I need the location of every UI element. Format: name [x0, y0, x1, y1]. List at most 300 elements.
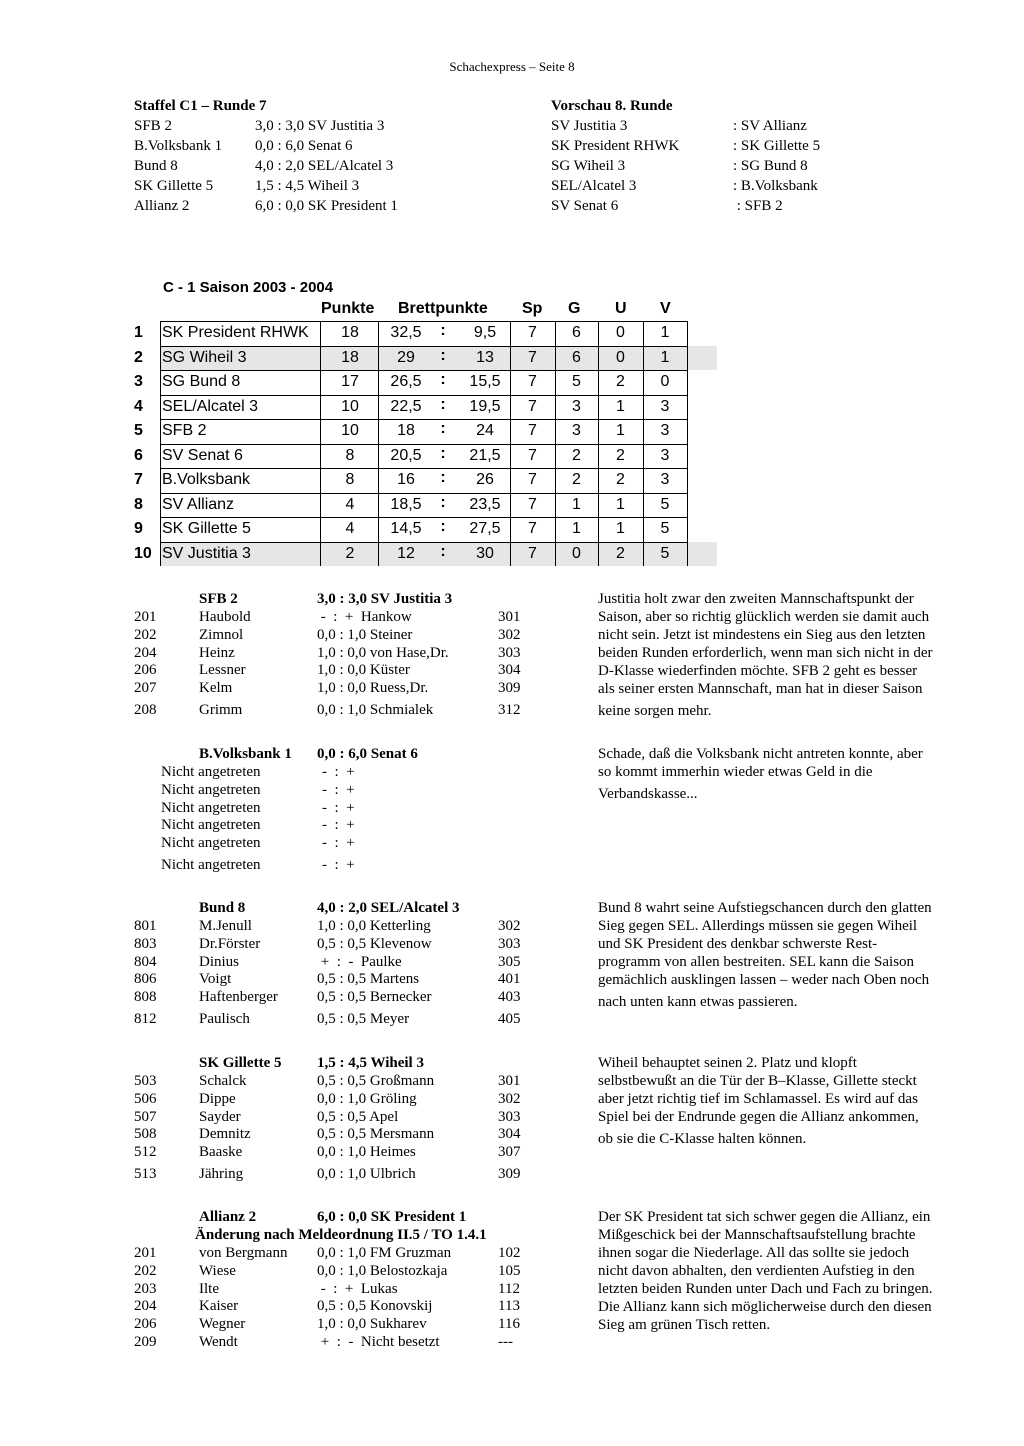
header-u: U	[615, 300, 627, 317]
game-comment-line: ihnen sogar die Niederlage. All das sollte sie jedoch	[598, 1245, 910, 1261]
board-opponent-number: 303	[498, 935, 521, 952]
rank: 9	[134, 520, 143, 537]
board-opponent-number: 403	[498, 989, 521, 1006]
col-divider	[687, 321, 688, 566]
row-divider	[160, 444, 687, 445]
bp-against: 19,5	[469, 397, 501, 415]
board-result: 0,0 : 1,0 Gröling	[317, 1090, 417, 1107]
board-opponent-number: 105	[498, 1262, 521, 1279]
board-player: Kaiser	[199, 1298, 239, 1315]
board-number: 503	[134, 1073, 157, 1089]
board-opponent-number: 301	[498, 609, 521, 625]
game-comment-line: Justitia holt zwar den zweiten Mannschaftspunkt der	[598, 591, 914, 607]
bp-colon: :	[440, 542, 446, 560]
game-score: 1,5 : 4,5 Wiheil 3	[317, 1055, 424, 1071]
u: 0	[616, 324, 625, 341]
board-result: 0,0 : 1,0 Belostozkaja	[317, 1262, 448, 1279]
preview-home-team: SV Justitia 3	[551, 118, 628, 134]
game-comment-line: nach unten kann etwas passieren.	[598, 994, 798, 1010]
board-number: 803	[134, 935, 157, 952]
round-home-team: Bund 8	[134, 158, 178, 174]
preview-title: Vorschau 8. Runde	[551, 98, 673, 114]
preview-away-team: : SG Bund 8	[733, 158, 808, 174]
u: 1	[616, 520, 625, 537]
rank: 10	[134, 544, 152, 562]
game-comment-line: Schade, daß die Volksbank nicht antreten konnte, aber	[598, 746, 923, 762]
game-score: 0,0 : 6,0 Senat 6	[317, 746, 418, 762]
board-result: - : +	[322, 799, 355, 816]
punkte: 18	[341, 348, 359, 366]
preview-home-team: SK President RHWK	[551, 138, 680, 154]
header-punkte: Punkte	[321, 300, 375, 317]
round-home-team: B.Volksbank 1	[134, 138, 223, 154]
bp-for: 18,5	[390, 495, 422, 513]
table-row	[132, 395, 692, 419]
table-row	[132, 517, 692, 541]
u: 0	[616, 348, 625, 366]
game-comment-line: nicht davon abhalten, den verdienten Aufstieg in den	[598, 1263, 915, 1279]
board-player: Zimnol	[199, 626, 244, 643]
bp-for: 26,5	[390, 373, 422, 390]
table-row	[132, 468, 692, 492]
col-divider	[378, 321, 379, 566]
game-comment-line: Bund 8 wahrt seine Aufstiegschancen durch den glatten	[598, 900, 932, 916]
board-result: 0,5 : 0,5 Apel	[317, 1108, 399, 1125]
v: 3	[660, 422, 670, 439]
row-divider	[160, 493, 687, 494]
v: 5	[660, 544, 670, 562]
bp-colon: :	[440, 420, 446, 437]
board-number: 206	[134, 662, 157, 679]
board-opponent-number: 312	[498, 702, 521, 718]
u: 2	[616, 446, 625, 464]
board-result: - : + Hankow	[317, 609, 412, 625]
round-result: 3,0 : 3,0 SV Justitia 3	[255, 118, 385, 134]
board-player: Kelm	[199, 680, 233, 697]
team-name: SG Bund 8	[162, 373, 241, 390]
board-result: 0,5 : 0,5 Meyer	[317, 1011, 410, 1027]
bp-colon: :	[440, 444, 446, 462]
board-player: Schalck	[199, 1073, 247, 1089]
board-result: - : +	[322, 817, 355, 834]
board-opponent-number: 116	[498, 1316, 520, 1333]
board-opponent-number: 305	[498, 953, 521, 970]
game-comment-line: selbstbewußt an die Tür der B–Klasse, Gillette steckt	[598, 1073, 917, 1089]
game-comment-line: beiden Runden erforderlich, wenn man sich nicht in der	[598, 645, 933, 661]
game-comment-line: Der SK President tat sich schwer gegen die Allianz, ein	[598, 1209, 931, 1225]
board-player: Sayder	[199, 1108, 241, 1125]
board-number: 208	[134, 702, 157, 718]
board-player: Paulisch	[199, 1011, 250, 1027]
bp-against: 30	[476, 544, 494, 562]
board-opponent-number: 401	[498, 971, 521, 988]
board-opponent-number: 307	[498, 1144, 521, 1161]
bp-for: 22,5	[390, 397, 422, 415]
preview-away-team: : SV Allianz	[733, 118, 807, 134]
sp: 7	[528, 348, 537, 366]
board-opponent-number: 301	[498, 1073, 521, 1089]
game-team: SFB 2	[199, 591, 238, 607]
bp-colon: :	[440, 371, 446, 388]
rank: 1	[134, 324, 143, 341]
board-result: 0,5 : 0,5 Bernecker	[317, 989, 432, 1006]
board-opponent-number: 304	[498, 662, 521, 679]
board-number: 204	[134, 1298, 157, 1315]
row-divider	[160, 370, 687, 371]
round-result: 1,5 : 4,5 Wiheil 3	[255, 178, 360, 194]
bp-colon: :	[440, 469, 446, 486]
board-number: 203	[134, 1280, 157, 1297]
game-comment-line: Die Allianz kann sich möglicherweise durch den diesen	[598, 1299, 932, 1315]
u: 1	[616, 495, 625, 513]
game-comment-line: Verbandskasse...	[598, 786, 698, 802]
board-number: 201	[134, 609, 157, 625]
game-comment-line: gemächlich ausklingen lassen – weder nach Oben noch	[598, 972, 930, 988]
rank: 4	[134, 397, 143, 415]
game-comment-line: programm von allen bestreiten. SEL kann die Saison	[598, 954, 915, 970]
board-result: 0,0 : 1,0 Steiner	[317, 626, 413, 643]
punkte: 4	[345, 495, 355, 513]
rank: 3	[134, 373, 143, 390]
team-name: SEL/Alcatel 3	[162, 397, 259, 415]
punkte: 2	[345, 544, 355, 562]
g: 2	[572, 471, 581, 488]
game-comment-line: Saison, aber so richtig glücklich werden sie damit auch	[598, 609, 930, 625]
bp-for: 29	[397, 348, 415, 366]
board-opponent-number: 303	[498, 644, 521, 661]
board-result: 0,0 : 1,0 Ulbrich	[317, 1166, 416, 1182]
page-header: Schachexpress – Seite 8	[449, 59, 575, 74]
game-team: Allianz 2	[199, 1209, 257, 1225]
game-score: 6,0 : 0,0 SK President 1	[317, 1209, 467, 1225]
board-result: 0,5 : 0,5 Großmann	[317, 1073, 435, 1089]
punkte: 10	[341, 422, 359, 439]
g: 1	[572, 520, 581, 537]
sp: 7	[528, 397, 537, 415]
game-comment-line: Spiel bei der Endrunde gegen die Allianz ankommen,	[598, 1109, 919, 1125]
board-player: Wegner	[199, 1316, 246, 1333]
round-home-team: Allianz 2	[134, 198, 190, 214]
board-result: - : +	[322, 764, 355, 780]
v: 0	[660, 373, 670, 390]
board-number: 508	[134, 1126, 157, 1143]
board-player: M.Jenull	[199, 918, 252, 934]
row-divider	[160, 468, 687, 469]
bp-against: 9,5	[473, 324, 497, 341]
u: 2	[616, 373, 625, 390]
sp: 7	[528, 495, 537, 513]
v: 3	[660, 397, 670, 415]
board-opponent-number: 112	[498, 1280, 520, 1297]
board-result: 1,0 : 0,0 Ruess,Dr.	[317, 680, 429, 697]
board-number: 206	[134, 1316, 157, 1333]
board-number: 506	[134, 1090, 157, 1107]
board-number: 512	[134, 1144, 157, 1161]
g: 3	[572, 397, 581, 415]
board-number: 209	[134, 1334, 157, 1350]
col-divider	[643, 321, 644, 566]
board-number: 202	[134, 1262, 157, 1279]
board-result: 1,0 : 0,0 Ketterling	[317, 918, 431, 934]
board-player: Nicht angetreten	[161, 799, 261, 816]
punkte: 10	[341, 397, 359, 415]
board-player: Haubold	[199, 609, 251, 625]
board-number: 204	[134, 644, 157, 661]
board-number: 507	[134, 1108, 157, 1125]
board-player: Nicht angetreten	[161, 781, 261, 798]
v: 1	[660, 324, 670, 341]
game-comment-line: und SK President des denkbar schwerste Rest-	[598, 936, 878, 952]
board-result: - : +	[322, 857, 355, 873]
g: 2	[572, 446, 581, 464]
board-opponent-number: 303	[498, 1108, 521, 1125]
bp-against: 26	[476, 471, 494, 488]
g: 6	[572, 324, 581, 341]
team-name: SV Justitia 3	[162, 544, 251, 562]
g: 0	[572, 544, 581, 562]
col-divider	[555, 321, 556, 566]
u: 1	[616, 422, 625, 439]
preview-away-team: : SK Gillette 5	[733, 138, 821, 154]
board-result: 1,0 : 0,0 von Hase,Dr.	[317, 644, 449, 661]
punkte: 18	[341, 324, 359, 341]
board-player: Nicht angetreten	[161, 817, 261, 834]
bp-colon: :	[440, 493, 446, 511]
row-divider	[160, 517, 687, 518]
team-name: SFB 2	[162, 422, 207, 439]
board-player: Dinius	[199, 953, 240, 970]
board-player: Nicht angetreten	[161, 857, 261, 873]
rank: 7	[134, 471, 143, 488]
board-player: Nicht angetreten	[161, 764, 261, 780]
game-team: B.Volksbank 1	[199, 746, 292, 762]
v: 1	[660, 348, 670, 366]
bp-colon: :	[440, 518, 446, 535]
game-comment-line: letzten beiden Runden unter Dach und Fach zu bringen.	[598, 1281, 933, 1297]
board-opponent-number: 302	[498, 918, 521, 934]
bp-for: 14,5	[390, 520, 422, 537]
game-comment-line: aber jetzt richtig tief im Schlamassel. Es wird auf das	[598, 1091, 918, 1107]
col-divider	[160, 321, 161, 566]
u: 2	[616, 544, 625, 562]
punkte: 8	[345, 446, 355, 464]
col-divider	[510, 321, 511, 566]
row-divider	[160, 542, 687, 543]
punkte: 8	[345, 471, 355, 488]
preview-home-team: SV Senat 6	[551, 198, 619, 214]
v: 3	[660, 446, 670, 464]
board-number: 202	[134, 626, 157, 643]
game-comment-line: D-Klasse wiederfinden möchte. SFB 2 geht es besser	[598, 663, 918, 679]
board-player: Dr.Förster	[199, 935, 261, 952]
table-row	[132, 321, 692, 345]
board-player: von Bergmann	[199, 1245, 288, 1261]
board-player: Wendt	[199, 1334, 238, 1350]
board-player: Dippe	[199, 1090, 236, 1107]
row-divider	[160, 419, 687, 420]
game-note: Änderung nach Meldeordnung II.5 / TO 1.4.1	[195, 1227, 487, 1243]
board-result: - : +	[322, 781, 355, 798]
game-comment-line: nicht sein. Jetzt ist mindestens ein Sieg aus den letzten	[598, 627, 926, 643]
board-result: - : +	[322, 835, 355, 852]
board-opponent-number: 302	[498, 626, 521, 643]
bp-for: 20,5	[390, 446, 422, 464]
game-comment-line: als seiner ersten Mannschaft, man hat in dieser Saison	[598, 681, 923, 697]
board-number: 804	[134, 953, 157, 970]
col-divider	[598, 321, 599, 566]
bp-colon: :	[440, 322, 446, 339]
game-team: Bund 8	[199, 900, 246, 916]
sp: 7	[528, 373, 537, 390]
board-player: Grimm	[199, 702, 243, 718]
team-name: SG Wiheil 3	[162, 348, 247, 366]
board-number: 801	[134, 918, 157, 934]
punkte: 4	[345, 520, 355, 537]
sp: 7	[528, 324, 537, 341]
board-result: 1,0 : 0,0 Sukharev	[317, 1316, 427, 1333]
bp-for: 12	[397, 544, 415, 562]
board-number: 201	[134, 1245, 157, 1261]
board-result: 1,0 : 0,0 Küster	[317, 662, 410, 679]
board-player: Wiese	[199, 1262, 236, 1279]
sp: 7	[528, 520, 537, 537]
table-row	[132, 542, 692, 566]
rank: 5	[134, 422, 143, 439]
game-comment-line: keine sorgen mehr.	[598, 703, 712, 719]
board-player: Jähring	[199, 1166, 244, 1182]
board-number: 513	[134, 1166, 157, 1182]
team-name: SV Allianz	[162, 495, 235, 513]
board-number: 806	[134, 971, 157, 988]
table-row	[132, 370, 692, 394]
game-score: 4,0 : 2,0 SEL/Alcatel 3	[317, 900, 460, 916]
board-opponent-number: 309	[498, 1166, 521, 1182]
board-result: 0,0 : 1,0 Schmialek	[317, 702, 434, 718]
v: 3	[660, 471, 670, 488]
header-v: V	[660, 300, 671, 317]
col-divider	[320, 321, 321, 566]
round-title: Staffel C1 – Runde 7	[134, 98, 267, 114]
board-opponent-number: 309	[498, 680, 521, 697]
bp-against: 13	[476, 348, 494, 366]
sp: 7	[528, 422, 537, 439]
bp-against: 23,5	[469, 495, 501, 513]
preview-home-team: SG Wiheil 3	[551, 158, 626, 174]
board-result: 0,0 : 1,0 Heimes	[317, 1144, 416, 1161]
board-result: 0,5 : 0,5 Klevenow	[317, 935, 432, 952]
board-opponent-number: ---	[498, 1334, 513, 1350]
game-comment-line: Wiheil behauptet seinen 2. Platz und klopft	[598, 1055, 857, 1071]
row-divider	[160, 321, 687, 322]
board-opponent-number: 302	[498, 1090, 521, 1107]
rank: 6	[134, 446, 143, 464]
g: 5	[572, 373, 581, 390]
game-comment-line: Mißgeschick bei der Mannschaftsaufstellung brachte	[598, 1227, 916, 1243]
game-comment-line: Sieg am grünen Tisch retten.	[598, 1317, 771, 1333]
table-row	[132, 444, 692, 468]
bp-colon: :	[440, 346, 446, 364]
game-comment-line: so kommt immerhin wieder etwas Geld in die	[598, 764, 873, 780]
game-comment-line: ob sie die C-Klasse halten können.	[598, 1131, 807, 1147]
header-g: G	[568, 300, 581, 317]
board-opponent-number: 405	[498, 1011, 521, 1027]
game-team: SK Gillette 5	[199, 1055, 282, 1071]
board-player: Haftenberger	[199, 989, 278, 1006]
preview-home-team: SEL/Alcatel 3	[551, 178, 637, 194]
g: 1	[572, 495, 581, 513]
board-result: + : - Paulke	[317, 953, 402, 970]
board-player: Lessner	[199, 662, 246, 679]
bp-for: 16	[397, 471, 415, 488]
board-player: Baaske	[199, 1144, 243, 1161]
board-player: Heinz	[199, 644, 235, 661]
u: 1	[616, 397, 625, 415]
row-divider	[160, 395, 687, 396]
preview-away-team: : SFB 2	[733, 198, 783, 214]
table-row	[132, 419, 692, 443]
g: 6	[572, 348, 581, 366]
round-home-team: SFB 2	[134, 118, 172, 134]
row-divider	[160, 346, 687, 347]
v: 5	[660, 520, 670, 537]
table-row	[132, 346, 692, 370]
board-player: Demnitz	[199, 1126, 251, 1143]
board-result: + : - Nicht besetzt	[317, 1334, 440, 1350]
game-score: 3,0 : 3,0 SV Justitia 3	[317, 591, 453, 607]
board-result: 0,0 : 1,0 FM Gruzman	[317, 1245, 452, 1261]
game-comment-line: Sieg gegen SEL. Allerdings müssen sie gegen Wiheil	[598, 918, 918, 934]
round-result: 4,0 : 2,0 SEL/Alcatel 3	[255, 158, 394, 174]
bp-against: 27,5	[469, 520, 501, 537]
team-name: SK President RHWK	[162, 324, 309, 341]
bp-for: 32,5	[390, 324, 422, 341]
rank: 2	[134, 348, 143, 366]
board-result: 0,5 : 0,5 Konovskij	[317, 1298, 433, 1315]
board-number: 808	[134, 989, 157, 1006]
bp-against: 24	[476, 422, 494, 439]
g: 3	[572, 422, 581, 439]
rank: 8	[134, 495, 143, 513]
preview-away-team: : B.Volksbank	[733, 178, 818, 194]
board-result: - : + Lukas	[317, 1280, 398, 1297]
round-home-team: SK Gillette 5	[134, 178, 214, 194]
team-name: SK Gillette 5	[162, 520, 251, 537]
bp-colon: :	[440, 395, 446, 413]
v: 5	[660, 495, 670, 513]
bp-against: 21,5	[469, 446, 501, 464]
board-opponent-number: 113	[498, 1298, 520, 1315]
round-result: 0,0 : 6,0 Senat 6	[255, 138, 353, 154]
board-player: Ilte	[199, 1280, 219, 1297]
bp-for: 18	[397, 422, 415, 439]
u: 2	[616, 471, 625, 488]
sp: 7	[528, 544, 537, 562]
team-name: SV Senat 6	[162, 446, 243, 464]
board-result: 0,5 : 0,5 Mersmann	[317, 1126, 435, 1143]
header-brettpunkte: Brettpunkte	[398, 300, 488, 317]
board-number: 812	[134, 1011, 157, 1027]
standings-title: C - 1 Saison 2003 - 2004	[163, 279, 334, 296]
sp: 7	[528, 446, 537, 464]
round-result: 6,0 : 0,0 SK President 1	[255, 198, 398, 214]
board-number: 207	[134, 680, 157, 697]
header-sp: Sp	[522, 300, 543, 317]
table-row	[132, 493, 692, 517]
board-player: Voigt	[199, 971, 232, 988]
board-opponent-number: 102	[498, 1245, 521, 1261]
board-opponent-number: 304	[498, 1126, 521, 1143]
bp-against: 15,5	[469, 373, 501, 390]
